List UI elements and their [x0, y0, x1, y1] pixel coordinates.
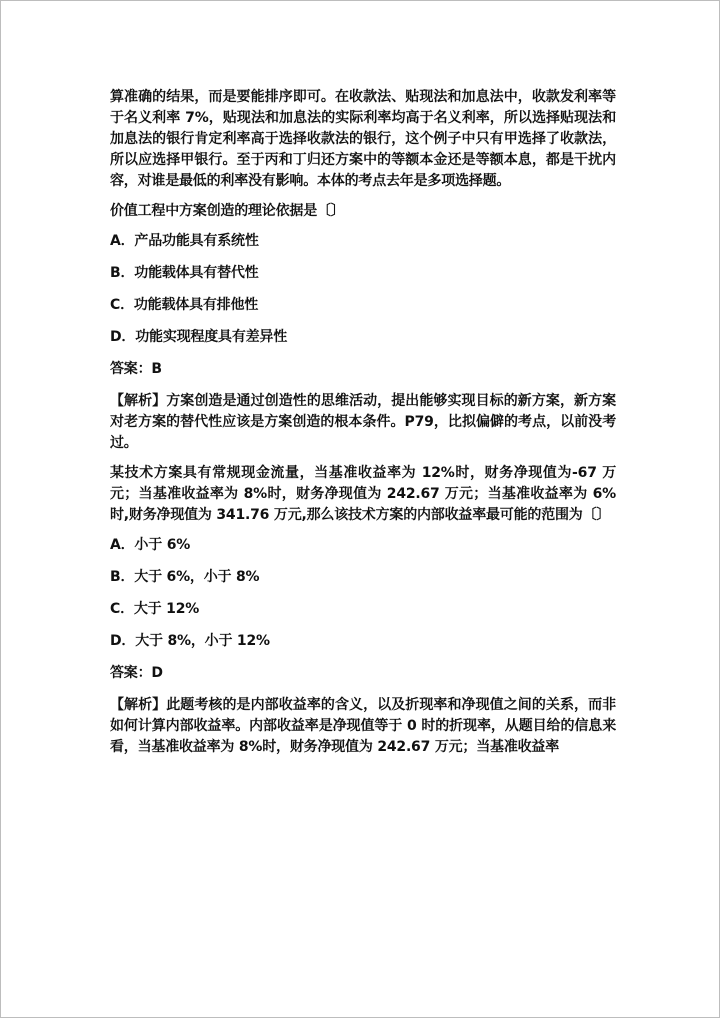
option-d: D．功能实现程度具有差异性 — [110, 329, 288, 345]
answer-2: 答案：D — [110, 665, 163, 681]
option-c: C．功能载体具有排他性 — [110, 297, 259, 313]
paragraph-continued-explanation: 算准确的结果，而是要能排序即可。在收款法、贴现法和加息法中，收款发利率等于名义利率 7%，贴现法和加息法的实际利率均高于名义利率，所以选择贴现法和加息法的银行肯定利率高于选择收款法的银行，这个例子中只有甲选择了收款法，所以应选择甲银行。至于丙和丁归还方案中的等额本金还是等额本息，都是干扰内容，对谁是最低的利率没有影响。本体的考点去年是多项选择题。 — [110, 89, 616, 189]
explanation-2: 【解析】此题考核的是内部收益率的含义，以及折现率和净现值之间的关系，而非如何计算内部收益率。内部收益率是净现值等于 0 时的折现率，从题目给的信息来看，当基准收益率为 8%时，财务净现值为 242.67 万元；当基准收益率 — [110, 697, 616, 755]
page-content — [110, 87, 616, 767]
answer-1: 答案：B — [110, 361, 162, 377]
option-b-2: B．大于 6%，小于 8% — [110, 569, 260, 585]
option-c-2: C．大于 12% — [110, 601, 200, 617]
option-a: A．产品功能具有系统性 — [110, 233, 259, 249]
option-a-2: A．小于 6% — [110, 537, 191, 553]
option-d-2: D．大于 8%，小于 12% — [110, 633, 270, 649]
question-value-engineering: 价值工程中方案创造的理论依据是〔〕 — [110, 203, 345, 219]
question-irr-range: 某技术方案具有常规现金流量，当基准收益率为 12%时，财务净现值为-67 万元；当基准收益率为 8%时，财务净现值为 242.67 万元；当基准收益率为 6%时,财务净现值为 341.76 万元,那么该技术方案的内部收益率最可能的范围为〔〕 — [110, 465, 616, 523]
explanation-1: 【解析】方案创造是通过创造性的思维活动，提出能够实现目标的新方案，新方案对老方案的替代性应该是方案创造的根本条件。P79，比拟偏僻的考点，以前没考过。 — [110, 393, 616, 451]
option-b: B．功能载体具有替代性 — [110, 265, 259, 281]
